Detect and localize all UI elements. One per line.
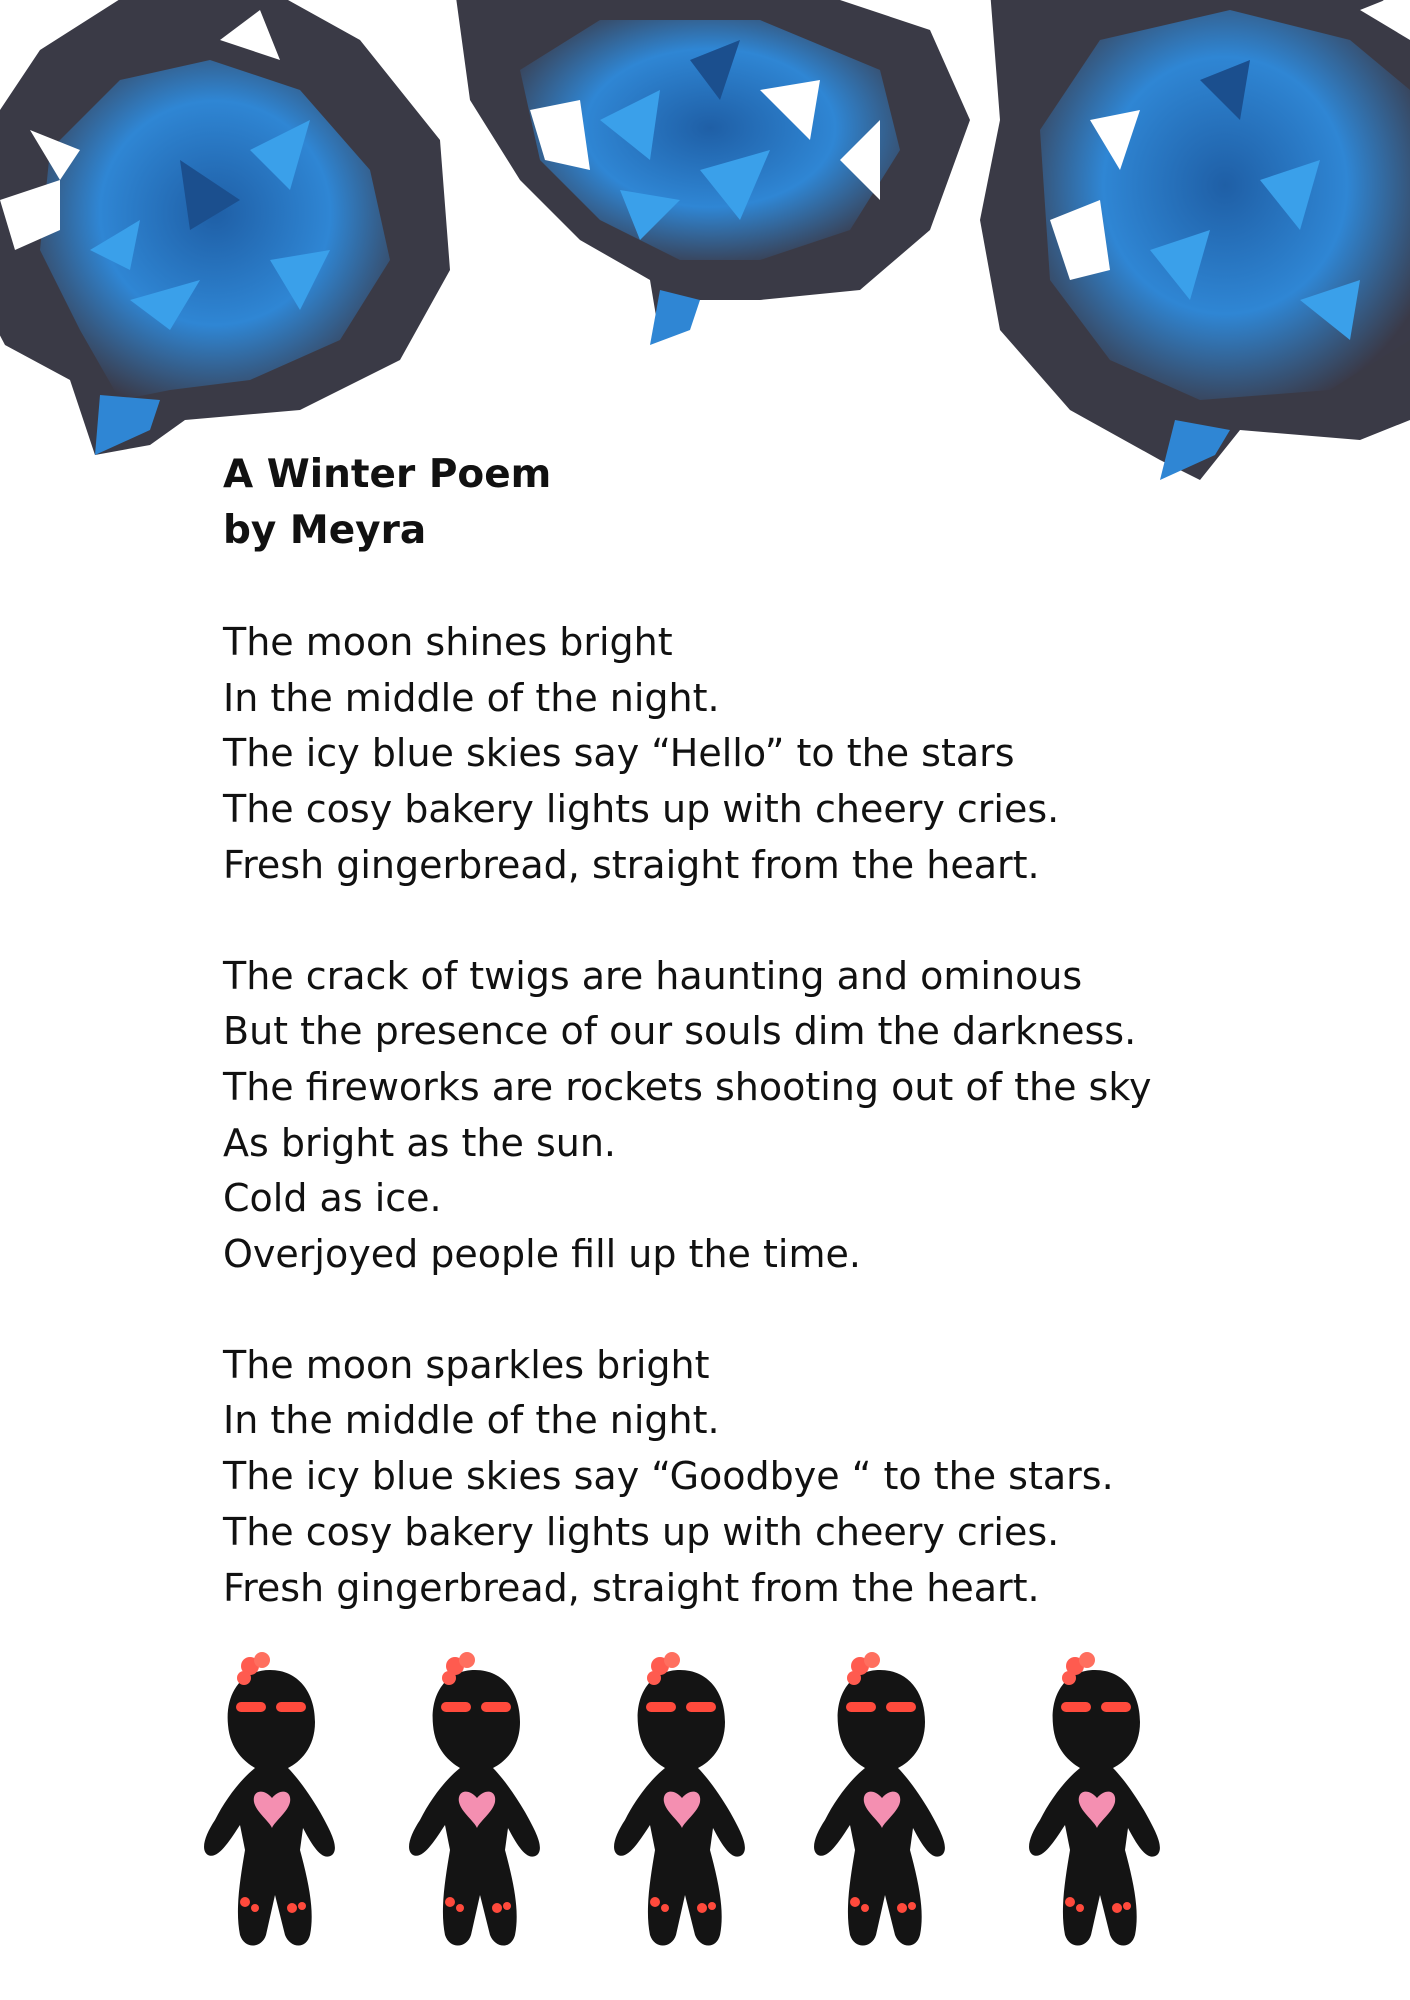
poem-line: The crack of twigs are haunting and ominous: [223, 953, 1083, 998]
stanza-2: [223, 949, 1303, 1283]
poem-line: The cosy bakery lights up with cheery cries.: [223, 1509, 1060, 1554]
poem-line: The fireworks are rockets shooting out of the sky: [223, 1064, 1152, 1109]
poem-line: As bright as the sun.: [223, 1120, 617, 1165]
poem-line: But the presence of our souls dim the darkness.: [223, 1009, 1137, 1054]
poem-line: The cosy bakery lights up with cheery cries.: [223, 787, 1060, 832]
snowflake-icon: [455, 0, 970, 345]
poem-line: The moon shines bright: [223, 620, 673, 664]
gingerbread-figure-icon: [1029, 1652, 1160, 1946]
poem-line: The icy blue skies say “Goodbye “ to the stars.: [223, 1454, 1114, 1499]
snowflake-icon: [0, 0, 450, 455]
poem: [223, 447, 1303, 1616]
gingerbread-figure-icon: [204, 1652, 335, 1946]
gingerbread-figure-icon: [614, 1652, 745, 1946]
poem-line: In the middle of the night.: [223, 675, 720, 720]
poem-line: In the middle of the night.: [223, 1398, 720, 1443]
snowflake-banner: [0, 0, 1410, 500]
stanza-1: [223, 615, 1303, 894]
stanza-3: [223, 1338, 1303, 1617]
snowflake-icon: [980, 0, 1410, 480]
gingerbread-figure-icon: [409, 1652, 540, 1946]
poem-line: The moon sparkles bright: [223, 1342, 710, 1387]
gingerbread-figure-icon: [814, 1652, 945, 1946]
poem-line: Overjoyed people fill up the time.: [223, 1232, 861, 1277]
poem-line: The icy blue skies say “Hello” to the stars: [223, 731, 1015, 776]
poem-title: A Winter Poem: [223, 452, 552, 497]
poem-line: Fresh gingerbread, straight from the heart.: [223, 1565, 1040, 1610]
poem-author: by Meyra: [223, 508, 427, 553]
poem-line: Fresh gingerbread, straight from the heart.: [223, 842, 1040, 887]
poem-line: Cold as ice.: [223, 1176, 442, 1221]
gingerbread-row: [190, 1640, 1190, 1960]
